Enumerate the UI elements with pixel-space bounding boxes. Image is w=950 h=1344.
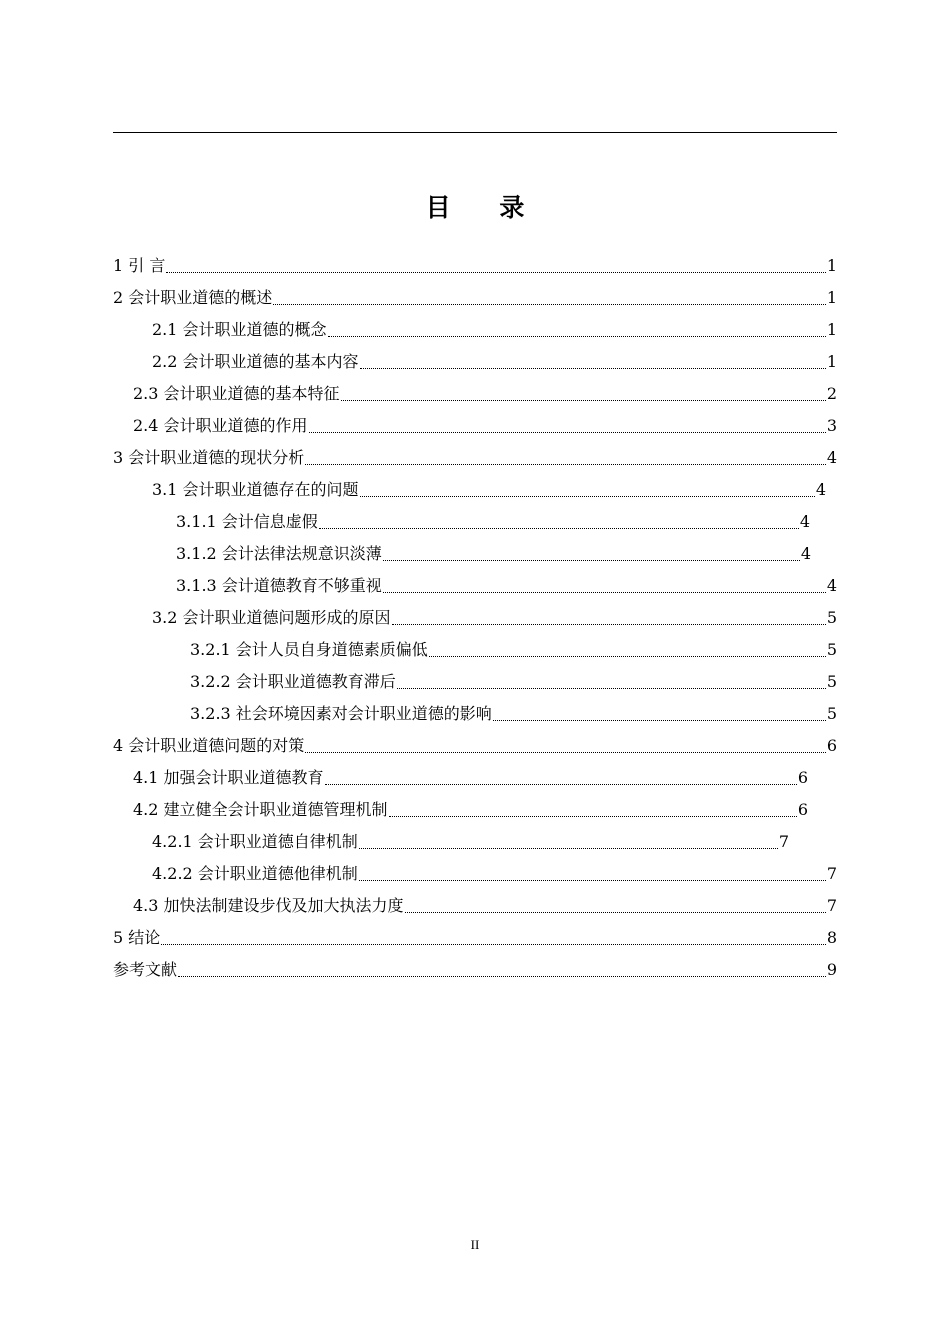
toc-entry[interactable]: [113, 730, 837, 762]
toc-entry-label: 4.2 建立健全会计职业道德管理机制: [133, 800, 388, 819]
toc-dot-leader: [389, 816, 797, 817]
toc-entry-page: 1: [826, 288, 837, 307]
toc-entry-page: 4: [815, 480, 826, 499]
toc-entry-label: 5 结论: [113, 928, 161, 947]
toc-entry-page: 8: [826, 928, 837, 947]
toc-entry-page: 6: [797, 800, 808, 819]
toc-dot-leader: [405, 912, 826, 913]
toc-entry-label: 3 会计职业道德的现状分析: [113, 448, 305, 467]
toc-entry[interactable]: [190, 698, 837, 730]
toc-entry-page: 7: [778, 832, 789, 851]
toc-entry-label: 3.2.1 会计人员自身道德素质偏低: [190, 640, 428, 659]
toc-dot-leader: [273, 304, 826, 305]
toc-entry-label: 3.2.2 会计职业道德教育滞后: [190, 672, 396, 691]
toc-dot-leader: [383, 560, 800, 561]
toc-entry[interactable]: [152, 602, 837, 634]
toc-entry-label: 4.1 加强会计职业道德教育: [133, 768, 324, 787]
page-number: II: [470, 1237, 480, 1252]
toc-entry-page: 4: [800, 544, 811, 563]
toc-entry[interactable]: [133, 762, 808, 794]
toc-entry[interactable]: [113, 250, 837, 282]
toc-dot-leader: [360, 368, 826, 369]
toc-dot-leader: [325, 784, 797, 785]
toc-entry-page: 5: [826, 672, 837, 691]
toc-entry-page: 7: [826, 896, 837, 915]
toc-entry-page: 4: [826, 576, 837, 595]
toc-entry[interactable]: [133, 410, 837, 442]
toc-entry-page: 9: [826, 960, 837, 979]
toc-entry-label: 3.2 会计职业道德问题形成的原因: [152, 608, 391, 627]
toc-dot-leader: [166, 272, 825, 273]
toc-dot-leader: [178, 976, 826, 977]
toc-entry-label: 3.2.3 社会环境因素对会计职业道德的影响: [190, 704, 492, 723]
toc-entry-page: 4: [826, 448, 837, 467]
toc-entry-page: 7: [826, 864, 837, 883]
toc-entry[interactable]: [176, 570, 837, 602]
toc-entry-label: 2.4 会计职业道德的作用: [133, 416, 308, 435]
toc-entry[interactable]: [190, 666, 837, 698]
toc-entry[interactable]: [133, 378, 837, 410]
toc-entry[interactable]: [152, 826, 789, 858]
toc-dot-leader: [359, 880, 826, 881]
toc-entry-page: 4: [799, 512, 810, 531]
toc-dot-leader: [493, 720, 826, 721]
toc-entry-label: 4.2.1 会计职业道德自律机制: [152, 832, 358, 851]
toc-dot-leader: [305, 464, 826, 465]
toc-entry-label: 1 引 言: [113, 256, 166, 275]
toc-dot-leader: [429, 656, 826, 657]
toc-entry[interactable]: [176, 538, 811, 570]
toc-entry[interactable]: [152, 858, 837, 890]
header-rule: [113, 132, 837, 133]
toc-entry-label: 2.2 会计职业道德的基本内容: [152, 352, 359, 371]
toc-dot-leader: [383, 592, 826, 593]
toc-dot-leader: [341, 400, 826, 401]
toc-entry-label: 4 会计职业道德问题的对策: [113, 736, 305, 755]
toc-entry-page: 1: [826, 320, 837, 339]
toc-dot-leader: [397, 688, 826, 689]
toc-entry-label: 3.1 会计职业道德存在的问题: [152, 480, 359, 499]
toc-title: 目 录: [425, 193, 545, 222]
toc-entry[interactable]: [113, 922, 837, 954]
toc-entry[interactable]: [152, 474, 826, 506]
toc-entry[interactable]: [190, 634, 837, 666]
toc-entry-label: 2 会计职业道德的概述: [113, 288, 273, 307]
toc-entry-page: 2: [826, 384, 837, 403]
toc-dot-leader: [161, 944, 826, 945]
toc-dot-leader: [309, 432, 826, 433]
toc-entry-page: 1: [826, 352, 837, 371]
toc-entry-label: 3.1.1 会计信息虚假: [176, 512, 318, 531]
toc-entry-label: 3.1.2 会计法律法规意识淡薄: [176, 544, 382, 563]
toc-entry-page: 6: [826, 736, 837, 755]
toc-entry-page: 3: [826, 416, 837, 435]
toc-entry[interactable]: [113, 954, 837, 986]
toc-dot-leader: [319, 528, 799, 529]
toc-entry-label: 3.1.3 会计道德教育不够重视: [176, 576, 382, 595]
toc-entry-page: 1: [826, 256, 837, 275]
toc-entry-page: 5: [826, 608, 837, 627]
toc-entry[interactable]: [152, 346, 837, 378]
toc-entry[interactable]: [113, 442, 837, 474]
toc-dot-leader: [360, 496, 815, 497]
toc-entry[interactable]: [133, 890, 837, 922]
toc-entry-page: 6: [797, 768, 808, 787]
toc-entry-label: 4.2.2 会计职业道德他律机制: [152, 864, 358, 883]
toc-dot-leader: [392, 624, 826, 625]
toc-entry-label: 2.3 会计职业道德的基本特征: [133, 384, 340, 403]
toc-dot-leader: [359, 848, 778, 849]
toc-dot-leader: [328, 336, 826, 337]
toc-entry[interactable]: [133, 794, 808, 826]
toc-dot-leader: [305, 752, 826, 753]
toc-entry-page: 5: [826, 704, 837, 723]
toc-entry-label: 4.3 加快法制建设步伐及加大执法力度: [133, 896, 404, 915]
toc-entry[interactable]: [176, 506, 810, 538]
toc-list: [0, 250, 950, 986]
toc-entry-label: 2.1 会计职业道德的概念: [152, 320, 327, 339]
toc-entry-page: 5: [826, 640, 837, 659]
toc-entry-label: 参考文献: [113, 960, 178, 979]
toc-entry[interactable]: [113, 282, 837, 314]
toc-entry[interactable]: [152, 314, 837, 346]
